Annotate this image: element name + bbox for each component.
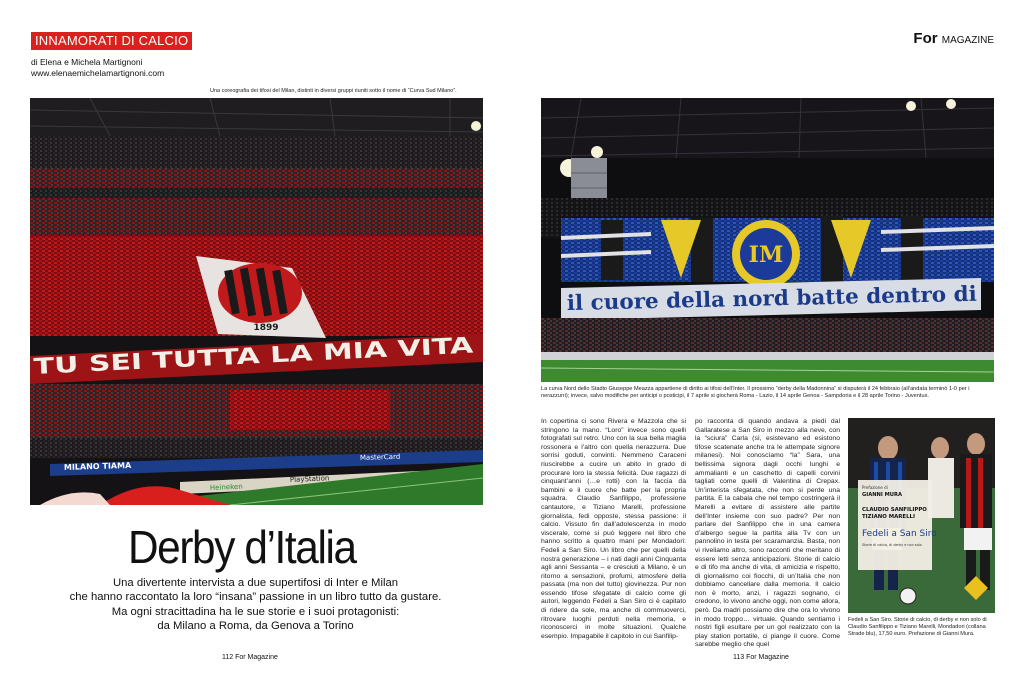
subtitle-line: che hanno raccontato la loro “insana” passione in un libro tutto da gustare.	[69, 591, 442, 604]
svg-text:MasterCard: MasterCard	[359, 452, 401, 462]
svg-text:Heineken: Heineken	[209, 482, 243, 492]
subtitle-line: Una divertente intervista a due supertifosi di Inter e Milan	[112, 577, 399, 589]
svg-text:IM: IM	[748, 242, 784, 268]
svg-text:GIANNI MURA: GIANNI MURA	[862, 492, 903, 498]
section-tag: INNAMORATI DI CALCIO	[31, 32, 192, 50]
page-number-left: 112 For Magazine	[222, 654, 278, 661]
page-number-right: 113 For Magazine	[733, 654, 789, 661]
svg-text:PlayStation: PlayStation	[289, 474, 330, 484]
byline	[31, 57, 164, 79]
subtitle-line: da Milano a Roma, da Genova a Torino	[157, 620, 354, 633]
svg-text:CLAUDIO SANFILIPPO: CLAUDIO SANFILIPPO	[862, 507, 927, 513]
inter-banner-text: il cuore della nord batte dentro di	[566, 280, 968, 315]
svg-text:Storie di calcio, di derby e n: Storie di calcio, di derby e non solo	[862, 543, 922, 547]
inter-curva-photo	[541, 98, 994, 382]
article-column-2: po racconta di quando andava a piedi dal Gallaratese a San Siro in mezzo alla neve, con la “sciura” Carla (sì, esistevano ed esistono tifose scatenate anche tra le attempate signore milanesi). Noi conoscíamo “la” Sara, una bellissima signora dagli occhi lunghi e ammalianti e un caschetto di capelli corvini tagliati come quelli di Valentina di Crepax. Un’interista sfegatata, che non si perde una partita. E la cabala che nel tempo costringerà il Marelli a evitare di assistere alle partite dell’Inter insieme con suo padre? Per non parlare del Sanfilippo che in una camera d’albergo segue la partita alla Tv con un pannolino in testa per scaramanzia. Basta, non vi riveliamo altro, sono racconti che meritano di essere letti senza anticipazioni. Storie di calcio e di tifo ma anche di vita, di amicizia e rispetto, di giornalismo coi fiocchi, di un’Italia che non dobbiamo cancellare dalla memoria. Il calcio non è morto, anzi, i ragazzi sognano, ci credono, lo vivono anche oggi, non come allora, però. Da madri possiamo dire che ora lo vivono in modo troppo… virtuale. Quando sentiamo i nostri figli esultare per un gol realizzato con la play station portatile, ci piange il cuore. Come sarebbe meglio che quel	[695, 418, 840, 649]
right-photo-caption: La curva Nord dello Stadio Giuseppe Meazza appartiene di diritto ai tifosi dell’Inter. Il prossimo “derby della Madonnina” si disputerà il 24 febbraio (all’andata terminò 1-0 per i nerazzurri); invece, salvo modifiche per anticipi o posticipi, il 7 aprile si giocherà Roma - Lazio, il 14 aprile Genoa - Sampdoria e il 28 aprile Torino - Juventus.	[541, 386, 970, 400]
magazine-word: MAGAZINE	[941, 35, 994, 46]
magazine-brand: For	[913, 30, 938, 47]
milan-curva-photo	[30, 98, 483, 505]
book-cover-photo	[848, 418, 995, 613]
left-photo-caption: Una coreografia dei tifosi del Milan, distinti in diversi gruppi riuniti sotto il nome di “Curva Sud Milano”.	[210, 88, 457, 94]
svg-text:Fedeli a San Siro: Fedeli a San Siro	[862, 529, 937, 539]
subtitle-line: Ma ogni stracittadina ha le sue storie e i suoi protagonisti:	[111, 605, 400, 618]
svg-text:1899: 1899	[253, 323, 279, 333]
svg-text:MILANO TIAMA: MILANO TIAMA	[63, 460, 132, 472]
article-subtitle	[30, 576, 481, 634]
magazine-header	[913, 30, 994, 47]
website-link[interactable]: www.elenaemichelamartignoni.com	[31, 68, 165, 78]
svg-text:TIZIANO MARELLI: TIZIANO MARELLI	[862, 514, 915, 520]
svg-text:Prefazione di: Prefazione di	[862, 485, 888, 490]
book-caption: Fedeli a San Siro. Storie di calcio, di derby e non solo di Claudio Sanfilippo e Tiziano Marelli, Mondadori (collana Strade blu), 17,50 euro. Prefazione di Gianni Mura.	[848, 617, 987, 637]
authors: di Elena e Michela Martignoni	[31, 57, 143, 67]
article-column-1: In copertina ci sono Rivera e Mazzola che si stringono la mano. “Loro” invece sono quelli fotografati sul retro. Uno con la sua bella maglia rossonera e l’altro con quella nerazzurra. Due sorrisi goduti, convinti. Nemmeno Caraceni riuscirebbe a cucire un abito in grado di procurare loro la stessa felicità. Due ragazzi di cinquant’anni (…e rotti) con la faccia da bambini e il cuore che batte per la propria squadra. Claudio Sanfilippo, professione cantautore, e Tiziano Marelli, professione giornalista, fedi opposte, stessa passione: il calcio. Vissuto fin dall’adolescenza in modo viscerale, come si può leggere nel libro che hanno scritto a quattro mani per Mondadori: Fedeli a San Siro. Un libro che per quelli della nostra generazione – i nati dagli anni Cinquanta agli anni Sessanta – e cresciuti a Milano, è un ritorno a sensazioni, profumi, atmosfere della passata (ma non del tutto) giovinezza. Pur non essendo tifose sfegatate di calcio come gli autori, leggendo Fedeli a San Siro ci è capitato di ridere da sole, ma anche di commuoverci, ritrovare luoghi perduti nella memoria, e riconoscerci in molte situazioni. Qualche esempio. Impagabile il capitolo in cui Sanfilip-	[541, 418, 686, 640]
article-title: Derby d’Italia	[128, 521, 356, 573]
milan-banner-text: TU SEI TUTTA LA MIA VITA	[33, 339, 357, 380]
